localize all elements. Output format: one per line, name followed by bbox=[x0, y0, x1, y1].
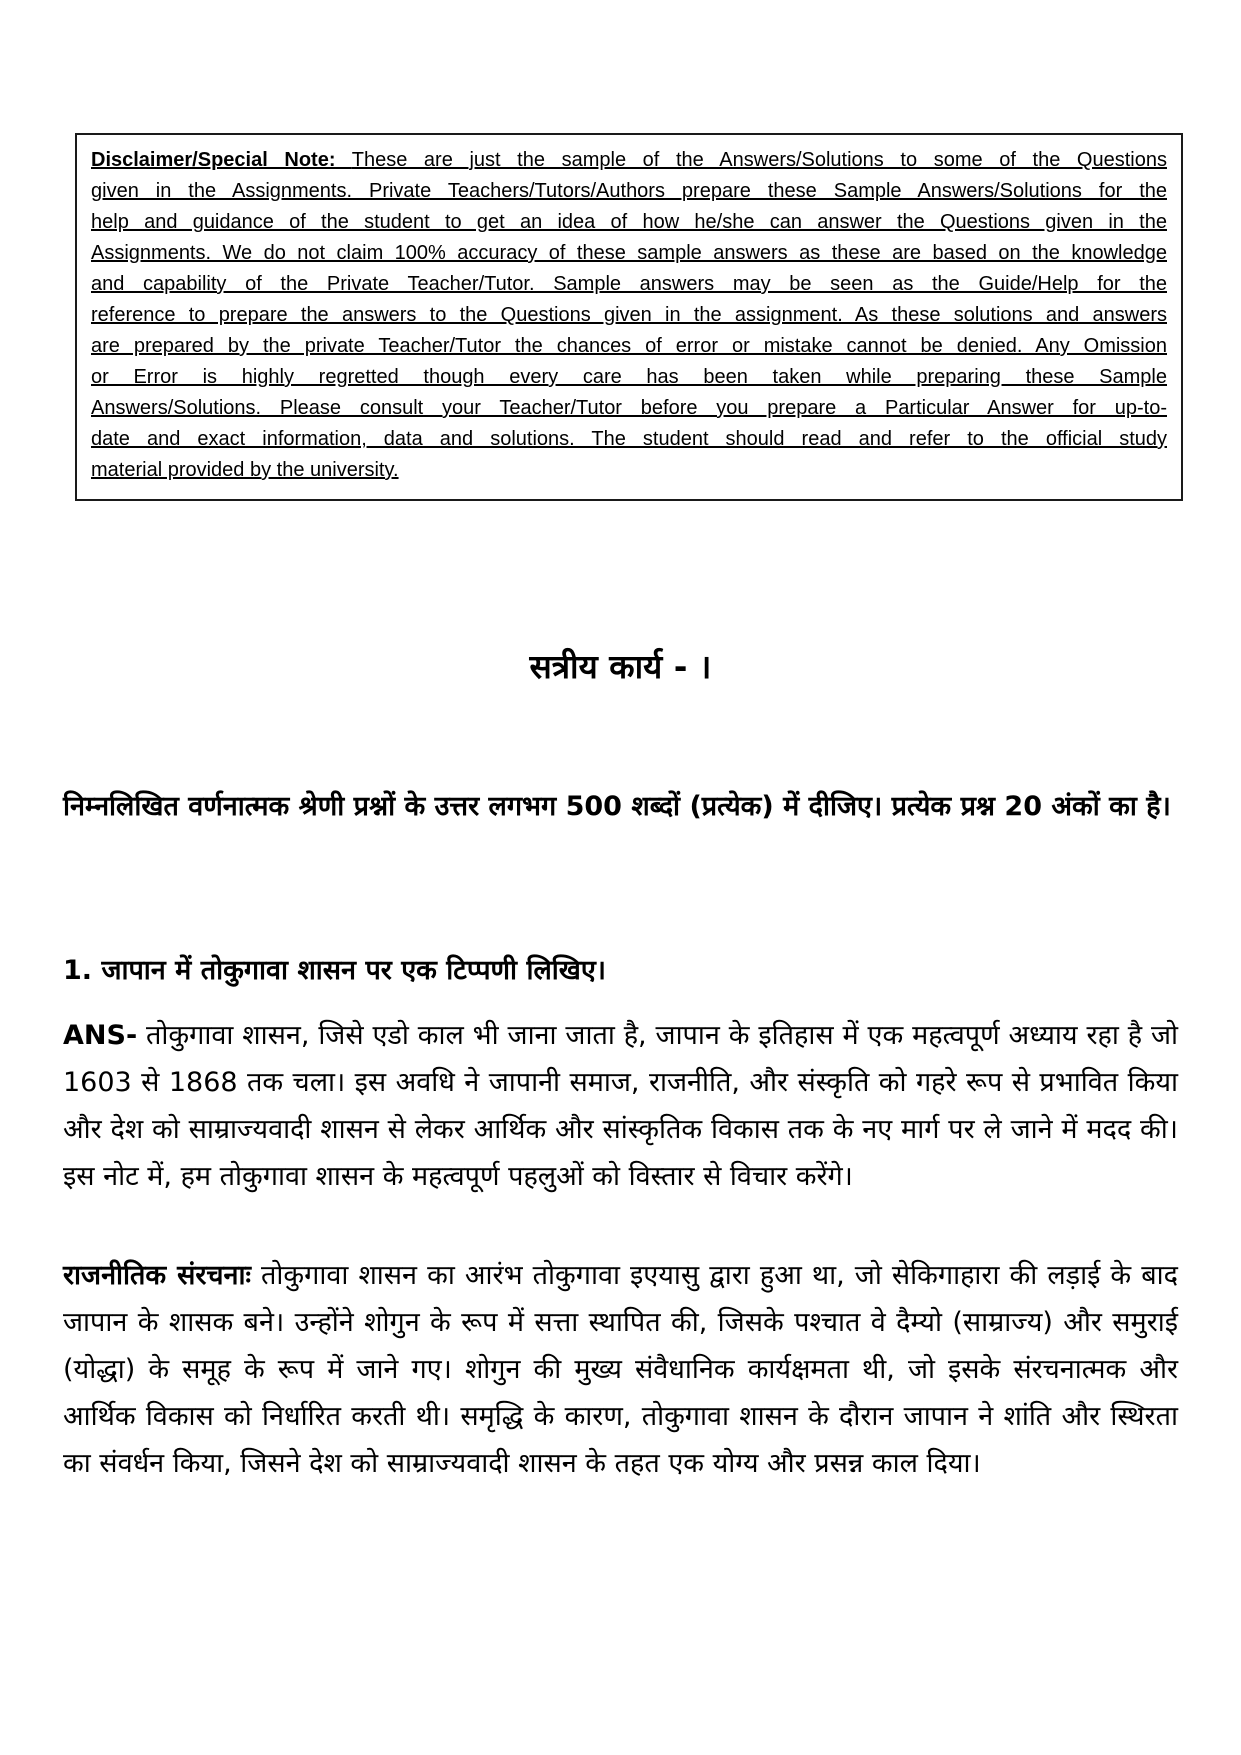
disclaimer-line: or Error is highly regretted though every care has been taken while preparing these Sample bbox=[91, 366, 1167, 388]
answer-label: ANS- bbox=[63, 1020, 138, 1051]
disclaimer-line: help and guidance of the student to get an idea of how he/she can answer the Questions given in the bbox=[91, 211, 1167, 233]
answer-1-paragraph-2 bbox=[63, 1252, 1178, 1487]
answer-1-text: तोकुगावा शासन, जिसे एडो काल भी जाना जाता है, जापान के इतिहास में एक महत्वपूर्ण अध्याय रहा है जो 1603 से 1868 तक चला। इस अवधि ने जापानी समाज, राजनीति, और संस्कृति को गहरे रूप से प्रभावित किया और देश को साम्राज्यवादी शासन से लेकर आर्थिक और सांस्कृतिक विकास तक के नए मार्ग पर ले जाने में मदद की। इस नोट में, हम तोकुगावा शासन के महत्वपूर्ण पहलुओं को विस्तार से विचार करेंगे। bbox=[63, 1020, 1178, 1192]
disclaimer-line bbox=[91, 145, 1167, 176]
disclaimer-line: are prepared by the private Teacher/Tutor the chances of error or mistake cannot be denied. Any Omission bbox=[91, 335, 1167, 357]
disclaimer-line: Answers/Solutions. Please consult your Teacher/Tutor before you prepare a Particular Answer for up-to- bbox=[91, 397, 1167, 419]
section-heading: सत्रीय कार्य - । bbox=[529, 647, 712, 686]
disclaimer-line: given in the Assignments. Private Teachers/Tutors/Authors prepare these Sample Answers/Solutions for the bbox=[91, 180, 1167, 202]
disclaimer-line: reference to prepare the answers to the Questions given in the assignment. As these solutions and answers bbox=[91, 304, 1167, 326]
disclaimer-line: and capability of the Private Teacher/Tutor. Sample answers may be seen as the Guide/Help for the bbox=[91, 273, 1167, 295]
disclaimer-line-text: These are just the sample of the Answers/Solutions to some of the Questions bbox=[351, 149, 1167, 171]
disclaimer-line: Assignments. We do not claim 100% accuracy of these sample answers as these are based on the knowledge bbox=[91, 242, 1167, 264]
assignment-instructions: निम्नलिखित वर्णनात्मक श्रेणी प्रश्नों के उत्तर लगभग 500 शब्दों (प्रत्येक) में दीजिए। प्रत्येक प्रश्न 20 अंकों का है। bbox=[63, 791, 1171, 822]
question-1: 1. जापान में तोकुगावा शासन पर एक टिप्पणी लिखिए। bbox=[63, 955, 606, 986]
disclaimer-line: material provided by the university. bbox=[91, 459, 399, 481]
answer-1-paragraph-2-text: तोकुगावा शासन का आरंभ तोकुगावा इएयासु द्वारा हुआ था, जो सेकिगाहारा की लड़ाई के बाद जापान के शासक बने। उन्होंने शोगुन के रूप में सत्ता स्थापित की, जिसके पश्चात वे दैम्यो (साम्राज्य) और समुराई (योद्धा) के समूह के रूप में जाने गए। शोगुन की मुख्य संवैधानिक कार्यक्षमता थी, जो इसके संरचनात्मक और आर्थिक विकास को निर्धारित करती थी। समृद्धि के कारण, तोकुगावा शासन के दौरान जापान ने शांति और स्थिरता का संवर्धन किया, जिसने देश को साम्राज्यवादी शासन के तहत एक योग्य और प्रसन्न काल दिया। bbox=[63, 1260, 1178, 1479]
answer-1-paragraph-1 bbox=[63, 1012, 1178, 1200]
political-structure-subheading: राजनीतिक संरचनाः bbox=[63, 1260, 251, 1291]
disclaimer-box bbox=[75, 133, 1183, 501]
disclaimer-label: Disclaimer/Special Note: bbox=[91, 149, 336, 171]
disclaimer-line: date and exact information, data and solutions. The student should read and refer to the official study bbox=[91, 428, 1167, 450]
